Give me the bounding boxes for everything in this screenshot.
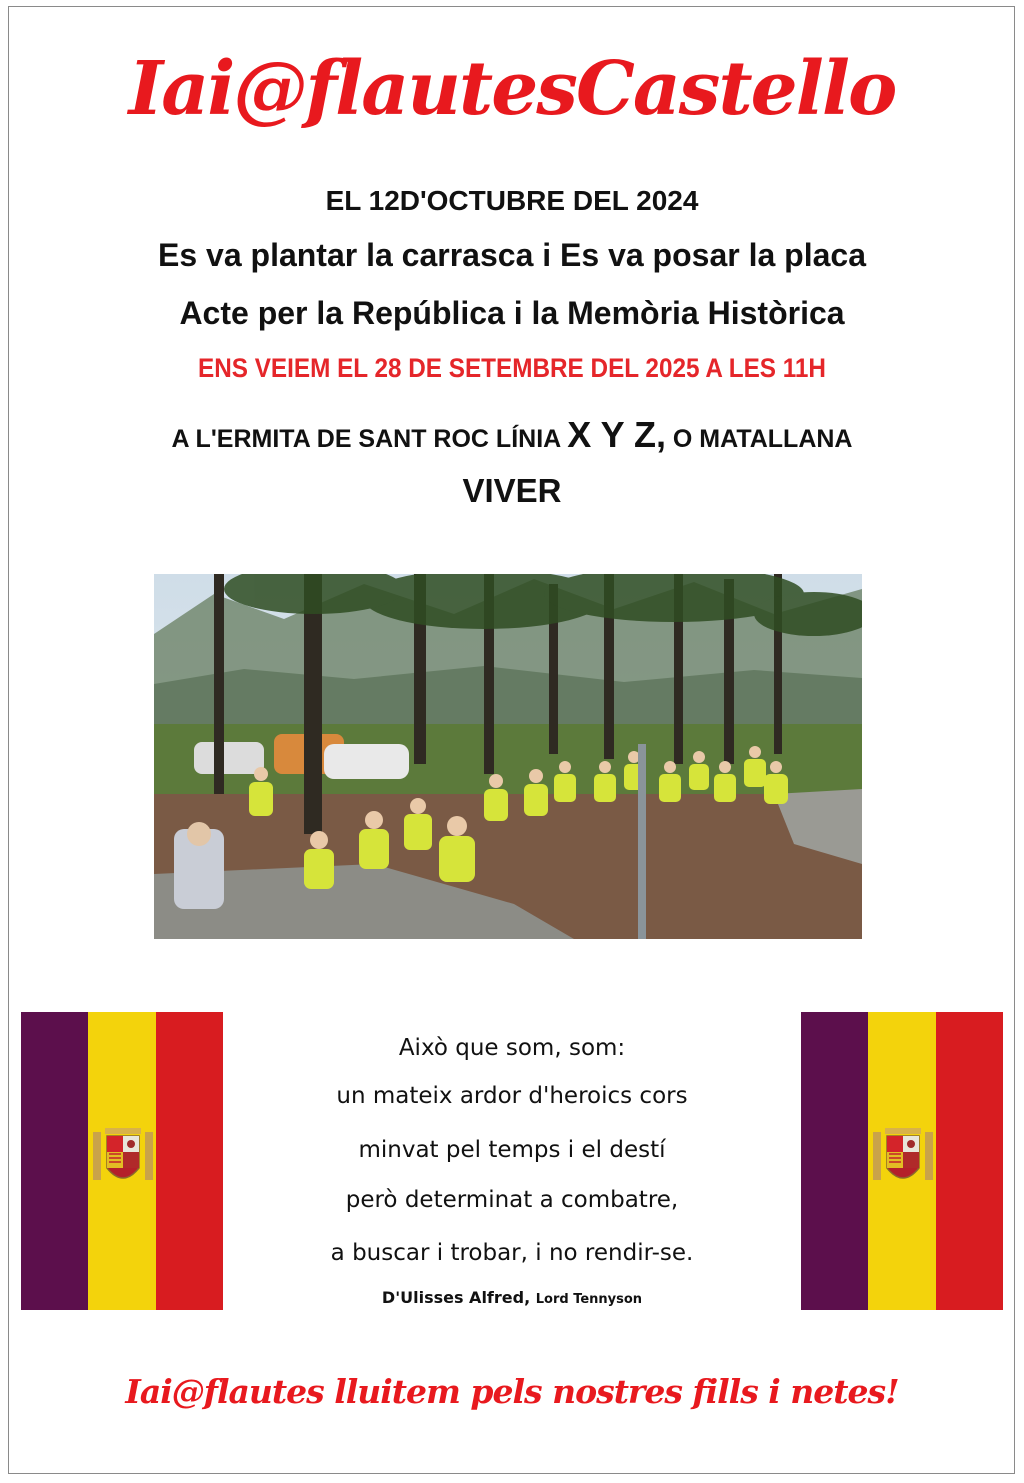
date-line: EL 12D'OCTUBRE DEL 2024 [325,185,699,216]
republic-flag-left [21,1012,223,1310]
poem-line: però determinat a combatre, [345,1187,679,1213]
place-line [0,414,1024,456]
meeting-line: ENS VEIEM EL 28 DE SETEMBRE DEL 2025 A LES 11H [198,353,826,383]
poem-line: minvat pel temps i el destí [358,1137,666,1163]
poem-line: Això que som, som: [398,1035,626,1061]
place-suffix: O MATALLANA [665,425,853,453]
group-photo [154,574,862,939]
flag-stripe-red [936,1012,1003,1310]
flag-stripe-red [156,1012,223,1310]
place-prefix: A L'ERMITA DE SANT ROC LÍNIA [171,425,568,453]
flag-stripe-purple [801,1012,868,1310]
event-line: Acte per la República i la Memòria Històrica [179,295,845,331]
coat-of-arms-icon [91,1124,155,1192]
flag-stripe-purple [21,1012,88,1310]
page-title: Iai@flautesCastello [128,46,896,132]
place-lines: X Y Z, [567,414,666,455]
town-line: VIVER [462,472,562,509]
coat-of-arms-icon [871,1124,935,1192]
poem-line: un mateix ardor d'heroics cors [336,1083,688,1109]
credit-title: Lord Tennyson [535,1292,643,1307]
group-photo-icon [154,574,862,939]
planting-line: Es va plantar la carrasca i Es va posar la placa [158,237,866,273]
footer-slogan: Iai@flautes lluitem pels nostres fills i netes! [125,1372,899,1411]
poem-credit [236,1288,788,1307]
republic-flag-right [801,1012,1003,1310]
poem-line: a buscar i trobar, i no rendir-se. [330,1240,694,1266]
credit-author: D'Ulisses Alfred, [381,1288,531,1307]
